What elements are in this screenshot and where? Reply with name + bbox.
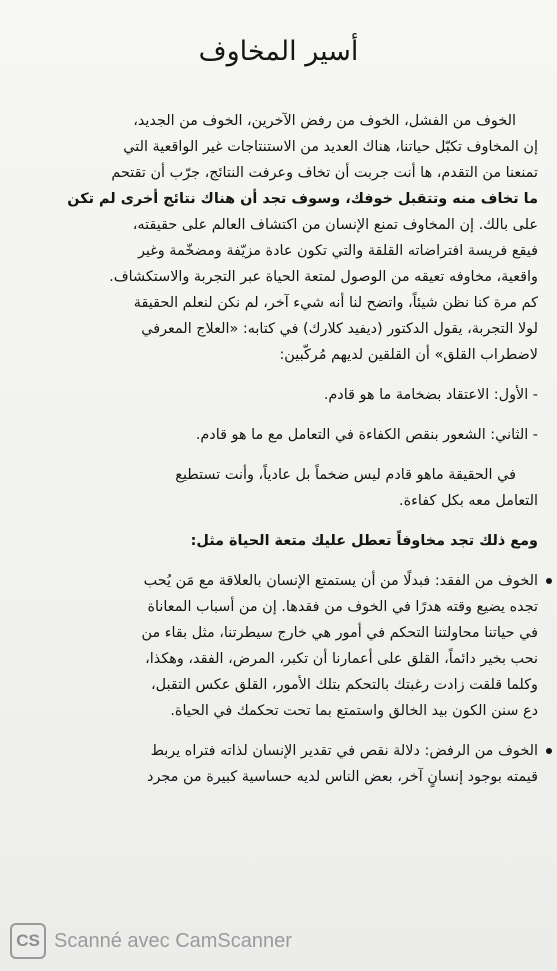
scanner-watermark bbox=[10, 921, 292, 961]
text-line: في الحقيقة ماهو قادم ليس ضخماً بل عادياً، وأنت تستطيع bbox=[175, 467, 516, 483]
page-title: أسير المخاوف bbox=[198, 36, 359, 67]
section-heading: ومع ذلك تجد مخاوفاً تعطل عليك متعة الحياة مثل: bbox=[190, 533, 538, 549]
document-body bbox=[22, 108, 538, 790]
text-line: الخوف من الرفض: دلالة نقص في تقدير الإنسان لذاته فتراه يربط bbox=[150, 743, 538, 759]
text-line: التعامل معه بكل كفاءة. bbox=[399, 493, 538, 509]
text-line: الخوف من الفقد: فبدلًا من أن يستمتع الإنسان بالعلاقة مع مَن يُحب bbox=[143, 573, 538, 589]
reality-paragraph bbox=[22, 462, 538, 514]
text-line: ما تخاف منه وتتقبل خوفك، وسوف تجد أن هناك نتائج أخرى لم تكن bbox=[67, 191, 538, 207]
text-line: لاضطراب القلق» أن القلقين لديهم مُركّبين: bbox=[279, 347, 538, 363]
first-item: - الأول: الاعتقاد بضخامة ما هو قادم. bbox=[323, 387, 538, 403]
bullet-icon bbox=[546, 748, 552, 754]
text-line: نحب بخير دائماً، القلق على أعمارنا أن تكبر، المرض، الفقد، وهكذا، bbox=[145, 651, 538, 667]
text-line: في حياتنا محاولتنا التحكم في أمور هي خارج سيطرتنا، مثل بقاء من bbox=[141, 625, 538, 641]
text-line: كم مرة كنا نظن شيئاً، واتضح لنا أنه شيء آخر، لم نكن لنعلم الحقيقة bbox=[133, 295, 538, 311]
text-line: لولا التجربة، يقول الدكتور (ديفيد كلارك) في كتابه: «العلاج المعرفي bbox=[141, 321, 538, 337]
text-line: تمنعنا من التقدم، ها أنت جربت أن تخاف وعرفت النتائج، جرّب أن تقتحم bbox=[111, 165, 538, 181]
watermark-text: Scanné avec CamScanner bbox=[54, 929, 292, 952]
text-line: وكلما قلقت زادت رغبتك بالتحكم بتلك الأمور، القلق عكس التقبل، bbox=[151, 677, 538, 693]
camscanner-logo-icon: CS bbox=[10, 923, 46, 959]
text-line: تجده يضيع وقته هدرًا في الخوف من فقدها. إن من أسباب المعاناة bbox=[147, 599, 538, 615]
text-line: فيقع فريسة افتراضاته القلقة والتي تكون عادة مزيّفة ومضخّمة وغير bbox=[137, 243, 538, 259]
text-line: الخوف من الفشل، الخوف من رفض الآخرين، الخوف من الجديد، bbox=[133, 113, 516, 129]
text-line: واقعية، مخاوفه تعيقه من الوصول لمتعة الحياة عبر التجربة والاستكشاف. bbox=[109, 269, 538, 285]
bullet-fear-of-rejection bbox=[22, 738, 538, 790]
bullet-fear-of-loss bbox=[22, 568, 538, 724]
text-line: على بالك. إن المخاوف تمنع الإنسان من اكتشاف العالم على حقيقته، bbox=[132, 217, 538, 233]
intro-paragraph bbox=[22, 108, 538, 368]
text-line: دع سنن الكون بيد الخالق واستمتع بما تحت تحكمك في الحياة. bbox=[170, 703, 538, 719]
bullet-icon bbox=[546, 578, 552, 584]
second-item: - الثاني: الشعور بنقص الكفاءة في التعامل مع ما هو قادم. bbox=[195, 427, 538, 443]
text-line: قيمته بوجود إنسانٍ آخر، بعض الناس لديه حساسية كبيرة من مجرد bbox=[147, 769, 538, 785]
text-line: إن المخاوف تكبّل حياتنا، هناك العديد من الاستنتاجات غير الواقعية التي bbox=[123, 139, 538, 155]
